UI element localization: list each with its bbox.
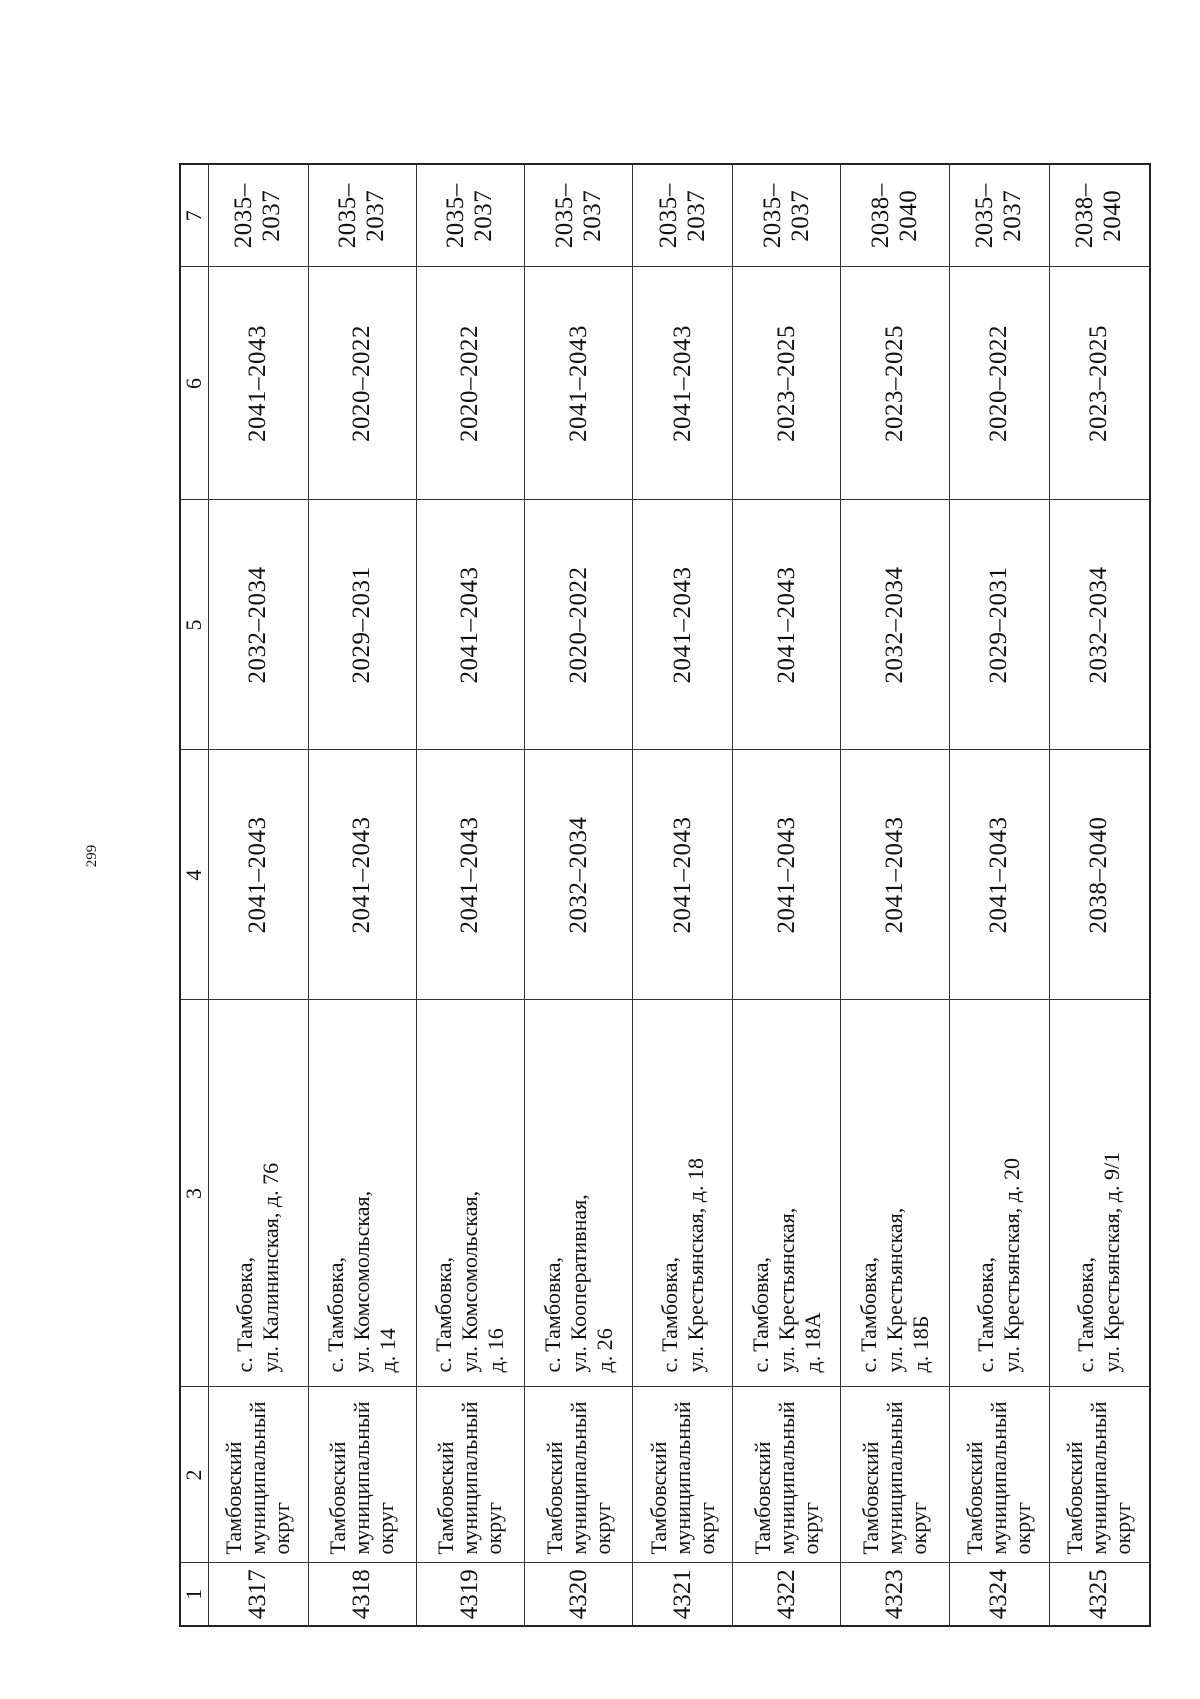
district-line: муниципальный (773, 1401, 799, 1555)
district-line: муниципальный (882, 1401, 908, 1555)
district-cell (949, 1387, 1049, 1563)
address-line: с. Тамбовка, (539, 1256, 565, 1373)
period-col-5: 2032–2034 (208, 500, 308, 750)
page-number: 299 (84, 844, 100, 868)
address-cell (733, 1000, 841, 1387)
period-col-4: 2041–2043 (416, 750, 524, 1000)
address-line: с. Тамбовка, (656, 1256, 682, 1373)
address-line: с. Тамбовка, (431, 1256, 457, 1373)
address-line: ул. Крестьянская, (773, 1207, 799, 1373)
table-row (949, 164, 1049, 1626)
period-col-7: 2035–2037 (949, 164, 1049, 267)
period-col-7: 2038–2040 (841, 164, 949, 267)
district-cell (416, 1387, 524, 1563)
district-line: округ (1110, 1502, 1136, 1555)
district-cell (633, 1387, 733, 1563)
column-header: 4 (180, 750, 208, 1000)
row-id: 4320 (524, 1563, 632, 1626)
period-col-6: 2041–2043 (524, 267, 632, 500)
address-line: с. Тамбовка, (323, 1256, 349, 1373)
table-row (733, 164, 841, 1626)
header-row (180, 164, 208, 1626)
rotated-sheet (179, 165, 1151, 1627)
district-line: округ (269, 1502, 294, 1555)
address-line: д. 26 (591, 1328, 617, 1373)
address-line: с. Тамбовка, (747, 1256, 773, 1373)
district-line: Тамбовский (325, 1441, 351, 1555)
table-row (841, 164, 949, 1626)
period-col-7: 2035–2037 (308, 164, 416, 267)
address-line: д. 14 (375, 1328, 401, 1373)
period-col-5: 2041–2043 (416, 500, 524, 750)
column-header: 2 (180, 1387, 208, 1563)
table-row (1049, 164, 1150, 1626)
period-col-4: 2041–2043 (633, 750, 733, 1000)
district-line: Тамбовский (962, 1441, 988, 1555)
address-line: ул. Крестьянская, д. 20 (999, 1158, 1025, 1373)
period-col-4: 2038–2040 (1049, 750, 1150, 1000)
row-id: 4317 (208, 1563, 308, 1626)
table-body (208, 164, 1150, 1626)
address-line: ул. Крестьянская, д. 18 (682, 1158, 708, 1373)
district-line: муниципальный (669, 1401, 695, 1555)
address-line: д. 18А (799, 1312, 825, 1373)
row-id: 4325 (1049, 1563, 1150, 1626)
address-line: ул. Крестьянская, (882, 1207, 908, 1373)
period-col-6: 2020–2022 (308, 267, 416, 500)
row-id: 4322 (733, 1563, 841, 1626)
district-line: Тамбовский (541, 1441, 567, 1555)
address-line: ул. Крестьянская, д. 9/1 (1099, 1151, 1125, 1373)
period-col-4: 2041–2043 (949, 750, 1049, 1000)
registry-table (179, 163, 1151, 1627)
period-col-7: 2035–2037 (208, 164, 308, 267)
row-id: 4321 (633, 1563, 733, 1626)
address-cell (416, 1000, 524, 1387)
address-cell (633, 1000, 733, 1387)
address-line: ул. Комсомольская, (349, 1190, 375, 1373)
period-col-6: 2041–2043 (208, 267, 308, 500)
district-cell (308, 1387, 416, 1563)
address-line: д. 16 (483, 1328, 509, 1373)
period-col-5: 2041–2043 (633, 500, 733, 750)
address-line: ул. Кооперативная, (565, 1194, 591, 1373)
district-cell (733, 1387, 841, 1563)
period-col-4: 2041–2043 (208, 750, 308, 1000)
district-cell (1049, 1387, 1150, 1563)
period-col-6: 2023–2025 (1049, 267, 1150, 500)
district-line: округ (481, 1502, 507, 1555)
district-line: округ (373, 1502, 399, 1555)
period-col-6: 2041–2043 (633, 267, 733, 500)
row-id: 4323 (841, 1563, 949, 1626)
period-col-5: 2041–2043 (733, 500, 841, 750)
address-cell (524, 1000, 632, 1387)
row-id: 4324 (949, 1563, 1049, 1626)
period-col-7: 2035–2037 (416, 164, 524, 267)
address-line: с. Тамбовка, (1073, 1256, 1099, 1373)
column-header: 7 (180, 164, 208, 267)
district-line: муниципальный (245, 1401, 270, 1555)
district-line: муниципальный (457, 1401, 483, 1555)
period-col-6: 2020–2022 (416, 267, 524, 500)
row-id: 4319 (416, 1563, 524, 1626)
column-header: 5 (180, 500, 208, 750)
address-cell (841, 1000, 949, 1387)
column-header: 1 (180, 1563, 208, 1626)
table-row (416, 164, 524, 1626)
period-col-7: 2035–2037 (633, 164, 733, 267)
period-col-4: 2041–2043 (308, 750, 416, 1000)
address-cell (308, 1000, 416, 1387)
address-line: с. Тамбовка, (973, 1256, 999, 1373)
address-cell (949, 1000, 1049, 1387)
table-row (633, 164, 733, 1626)
address-line: д. 18Б (908, 1315, 934, 1373)
district-line: Тамбовский (645, 1441, 671, 1555)
district-line: округ (1010, 1502, 1036, 1555)
period-col-4: 2032–2034 (524, 750, 632, 1000)
district-line: округ (589, 1502, 615, 1555)
period-col-5: 2029–2031 (308, 500, 416, 750)
district-line: муниципальный (565, 1401, 591, 1555)
period-col-7: 2035–2037 (524, 164, 632, 267)
district-line: Тамбовский (433, 1441, 459, 1555)
column-header: 3 (180, 1000, 208, 1387)
period-col-6: 2020–2022 (949, 267, 1049, 500)
district-cell (524, 1387, 632, 1563)
period-col-7: 2035–2037 (733, 164, 841, 267)
district-line: Тамбовский (1062, 1441, 1088, 1555)
address-line: ул. Калининская, д. 76 (258, 1162, 283, 1373)
table-row (524, 164, 632, 1626)
period-col-5: 2029–2031 (949, 500, 1049, 750)
district-line: Тамбовский (221, 1441, 246, 1555)
period-col-4: 2041–2043 (841, 750, 949, 1000)
address-line: с. Тамбовка, (232, 1256, 257, 1373)
district-line: муниципальный (349, 1401, 375, 1555)
district-line: округ (693, 1502, 719, 1555)
column-header: 6 (180, 267, 208, 500)
period-col-7: 2038–2040 (1049, 164, 1150, 267)
row-id: 4318 (308, 1563, 416, 1626)
district-cell (208, 1387, 308, 1563)
table-row (208, 164, 308, 1626)
district-line: муниципальный (986, 1401, 1012, 1555)
table-row (308, 164, 416, 1626)
period-col-4: 2041–2043 (733, 750, 841, 1000)
district-line: муниципальный (1086, 1401, 1112, 1555)
period-col-5: 2020–2022 (524, 500, 632, 750)
period-col-6: 2023–2025 (841, 267, 949, 500)
period-col-5: 2032–2034 (1049, 500, 1150, 750)
address-cell (208, 1000, 308, 1387)
district-line: округ (906, 1502, 932, 1555)
district-line: Тамбовский (858, 1441, 884, 1555)
address-line: с. Тамбовка, (856, 1256, 882, 1373)
address-line: ул. Комсомольская, (457, 1190, 483, 1373)
period-col-6: 2023–2025 (733, 267, 841, 500)
district-line: Тамбовский (749, 1441, 775, 1555)
district-line: округ (797, 1502, 823, 1555)
district-cell (841, 1387, 949, 1563)
address-cell (1049, 1000, 1150, 1387)
period-col-5: 2032–2034 (841, 500, 949, 750)
